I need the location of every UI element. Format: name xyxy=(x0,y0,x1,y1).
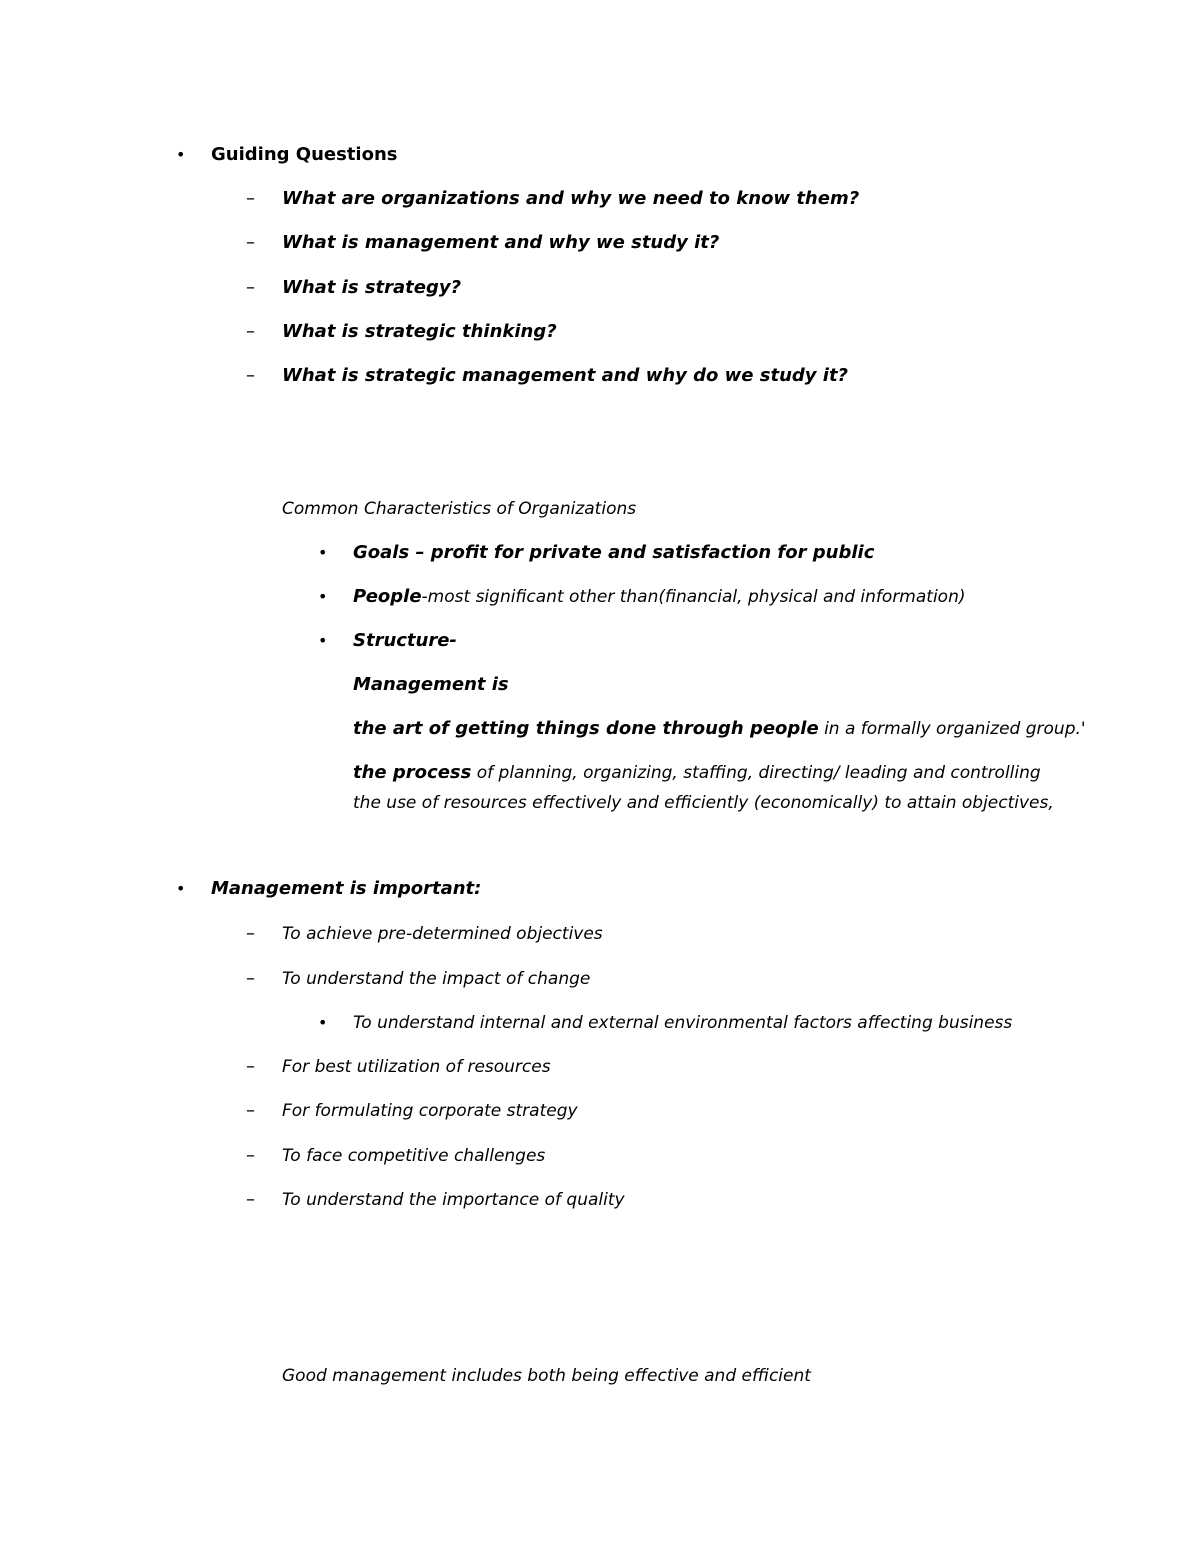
process-definition-line2: the use of resources effectively and efficiently (economically) to attain objectives, xyxy=(353,793,1054,813)
importance-subitem: To understand internal and external environmental factors affecting business xyxy=(353,1013,1013,1033)
guiding-question-item: What are organizations and why we need to know them? xyxy=(282,188,860,209)
guiding-question-item: What is strategic management and why do we study it? xyxy=(282,365,848,386)
importance-heading: Management is important: xyxy=(211,878,482,899)
guiding-question-item: What is strategic thinking? xyxy=(282,321,557,342)
guiding-question-item: What is management and why we study it? xyxy=(282,232,720,253)
bullet-mark: • xyxy=(318,587,328,606)
structure-item: Structure- xyxy=(353,630,457,651)
dash-mark: – xyxy=(246,1056,255,1077)
people-item xyxy=(353,585,965,609)
process-definition-rest: of planning, organizing, staffing, directing/ leading and controlling xyxy=(471,763,1041,783)
dash-mark: – xyxy=(246,321,255,342)
management-art-definition xyxy=(353,717,1086,741)
bullet-mark: • xyxy=(176,879,186,898)
closing-statement: Good management includes both being effective and efficient xyxy=(282,1366,811,1386)
importance-item: For best utilization of resources xyxy=(282,1057,551,1077)
importance-item: To achieve pre-determined objectives xyxy=(282,924,603,944)
dash-mark: – xyxy=(246,277,255,298)
art-definition-bold: the art of getting things done through people xyxy=(353,718,819,739)
importance-item: To understand the importance of quality xyxy=(282,1190,625,1210)
dash-mark: – xyxy=(246,1189,255,1210)
dash-mark: – xyxy=(246,365,255,386)
bullet-mark: • xyxy=(176,145,186,164)
bullet-mark: • xyxy=(318,1013,328,1032)
bullet-mark: • xyxy=(318,543,328,562)
importance-item: For formulating corporate strategy xyxy=(282,1101,578,1121)
importance-item: To face competitive challenges xyxy=(282,1146,546,1166)
dash-mark: – xyxy=(246,968,255,989)
art-definition-rest: in a formally organized group.' xyxy=(818,719,1086,739)
characteristics-heading: Common Characteristics of Organizations xyxy=(282,499,637,519)
goals-item: Goals – profit for private and satisfaction for public xyxy=(353,542,875,563)
dash-mark: – xyxy=(246,923,255,944)
management-is-heading: Management is xyxy=(353,674,509,695)
dash-mark: – xyxy=(246,188,255,209)
guiding-question-item: What is strategy? xyxy=(282,277,462,298)
process-definition-bold: the process xyxy=(353,762,472,783)
dash-mark: – xyxy=(246,1145,255,1166)
guiding-questions-heading: Guiding Questions xyxy=(211,144,398,165)
people-description: -most significant other than(financial, physical and information) xyxy=(421,587,966,607)
bullet-mark: • xyxy=(318,631,328,650)
dash-mark: – xyxy=(246,232,255,253)
importance-item: To understand the impact of change xyxy=(282,969,591,989)
management-process-definition xyxy=(353,761,1041,785)
people-label: People xyxy=(353,586,422,607)
dash-mark: – xyxy=(246,1100,255,1121)
